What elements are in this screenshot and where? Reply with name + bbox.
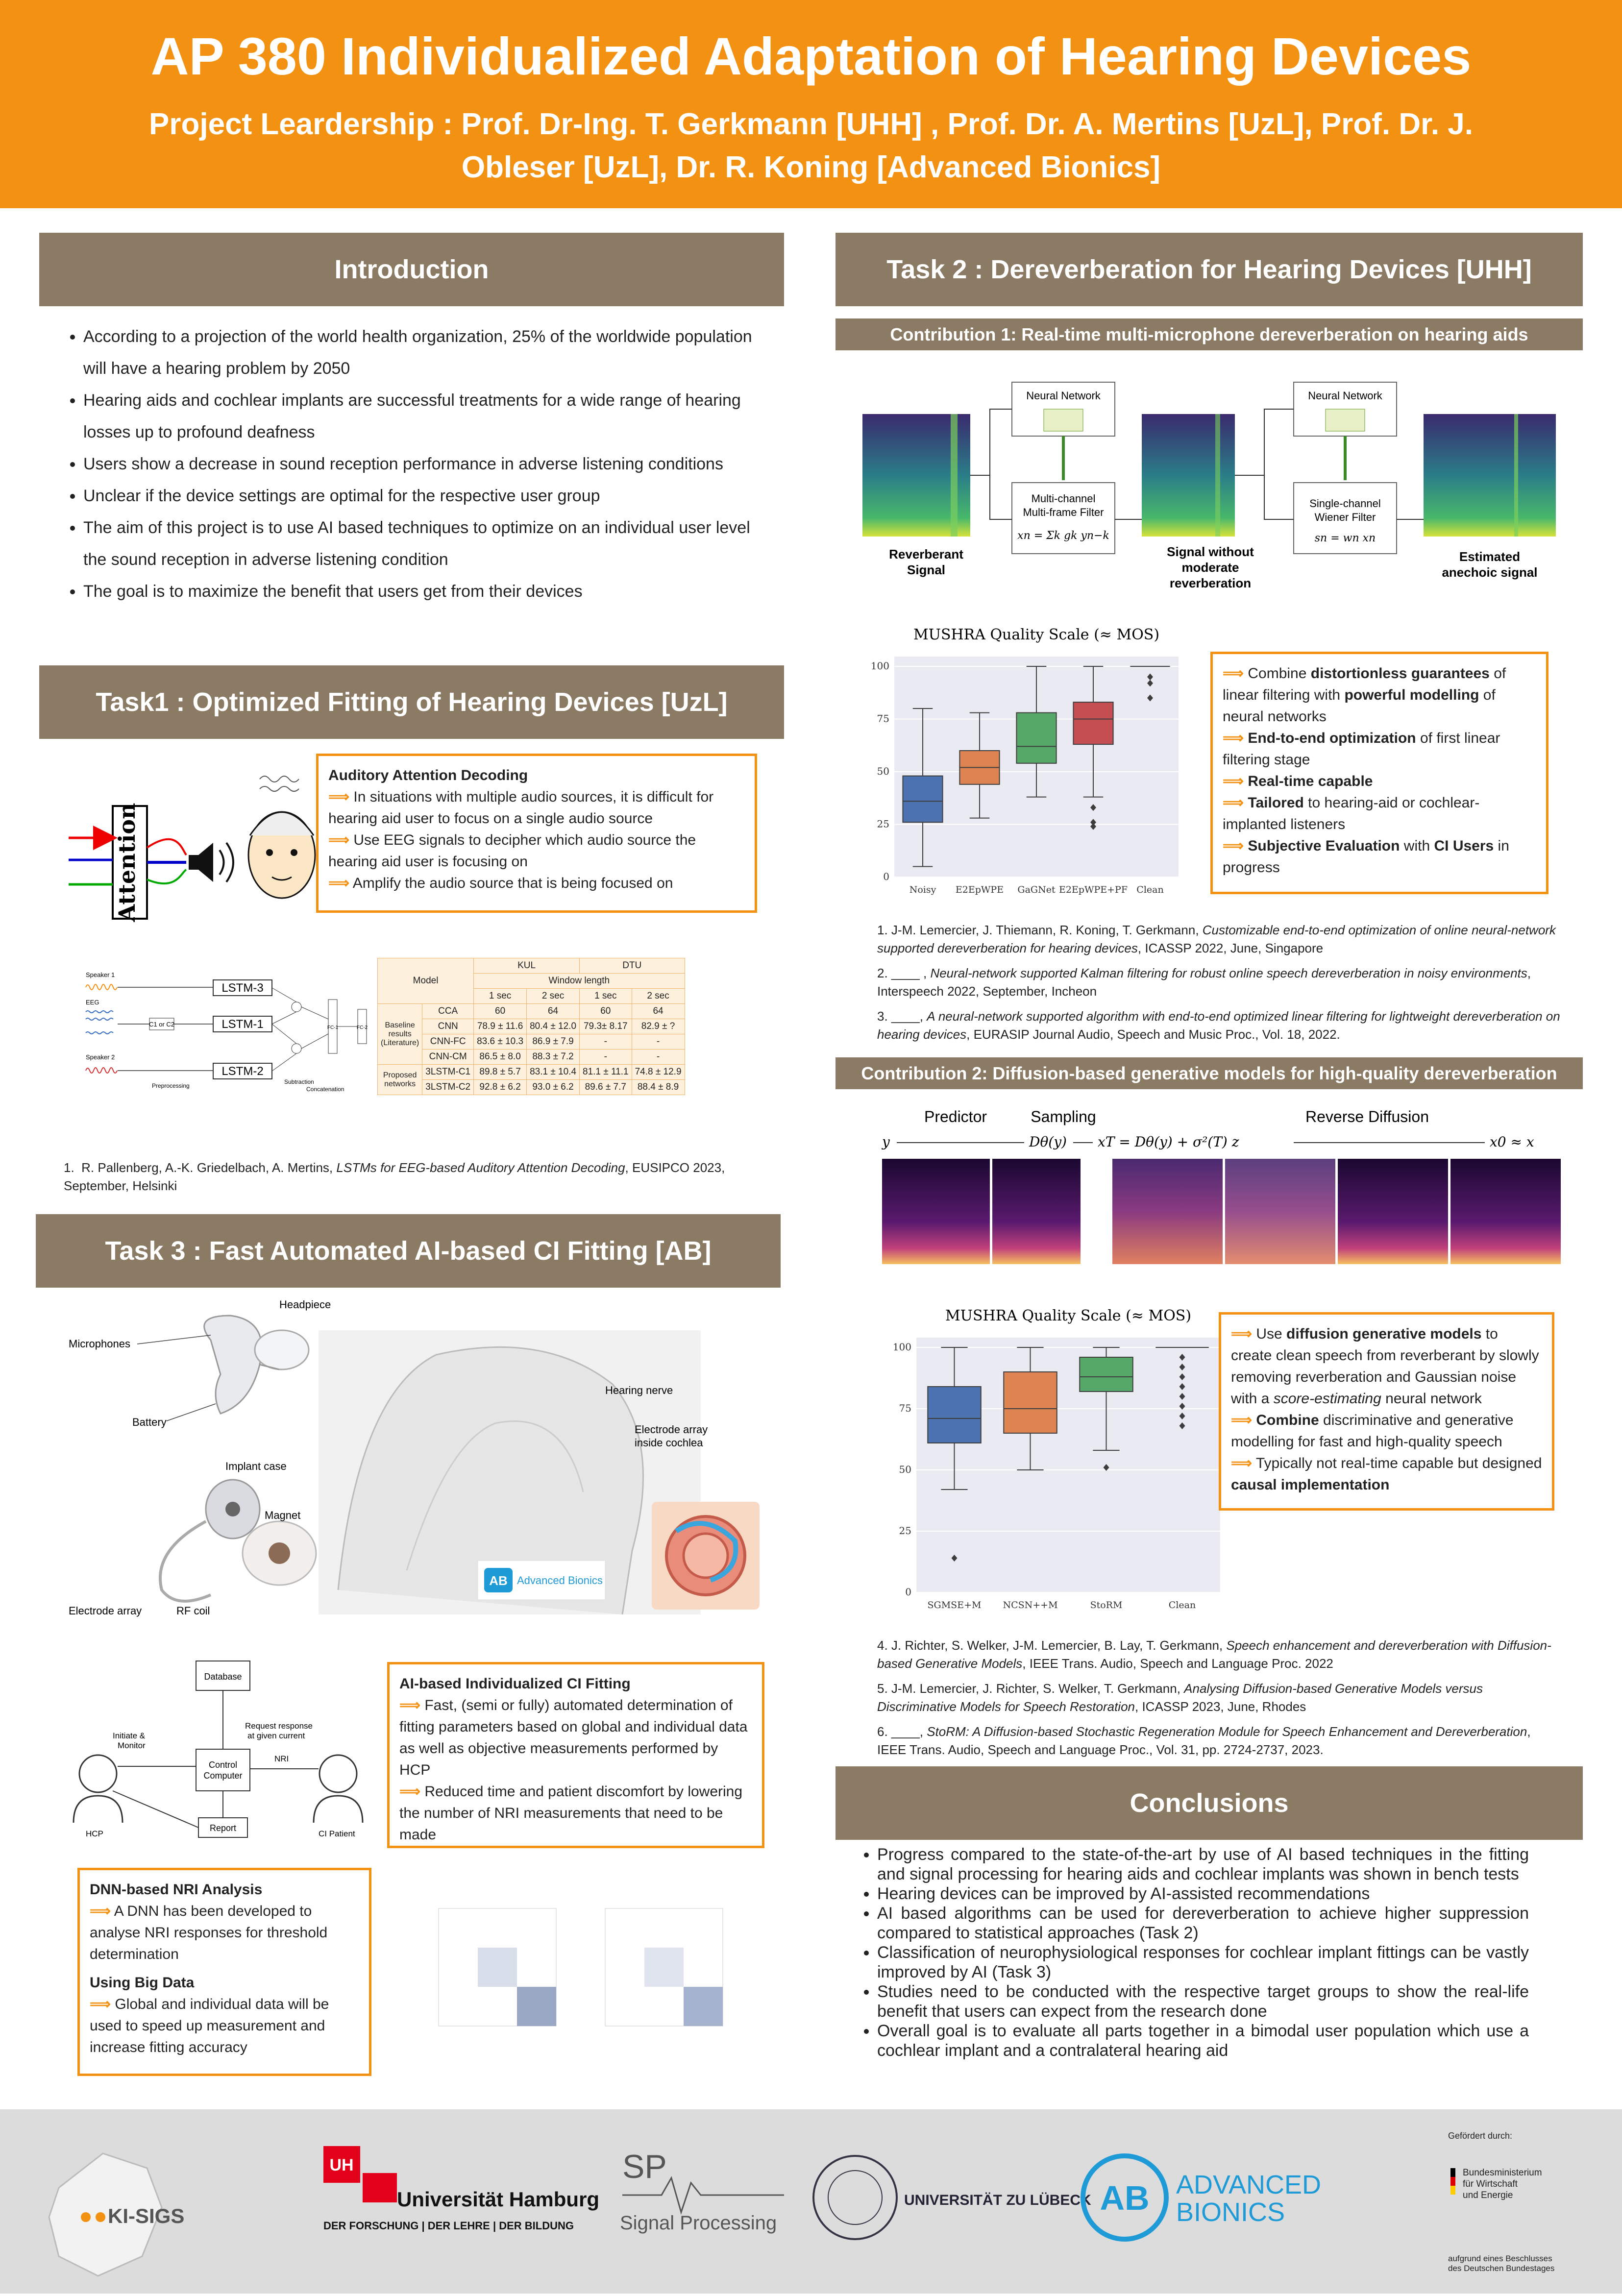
aad-box: Auditory Attention Decoding ⟹ In situations with multiple audio sources, it is difficult for hearing aid user to focus on a single audio source ⟹ Use EEG signals to decipher which audio source the hearing aid user is focusing on ⟹ Amplify the audio source that is being focused on xyxy=(316,754,757,913)
sp-logo xyxy=(620,2148,784,2234)
conclusions-list xyxy=(833,1845,1529,2060)
uhh-logo xyxy=(323,2146,599,2232)
xt-symbol: xT = Dθ(y) + σ²(T) z xyxy=(1098,1134,1239,1150)
ref-title: StoRM: A Diffusion-based Stochastic Regeneration Module for Speech Enhancement and Dereverberation xyxy=(927,1724,1527,1739)
box-2 xyxy=(1080,1357,1133,1392)
table-cell: 92.8 ± 6.2 xyxy=(474,1080,527,1095)
y-tick-label: 25 xyxy=(899,1525,911,1537)
intro-bullet-5: • The aim of this project is to use AI based techniques to optimize on an individual user level the sound reception in adverse listening condition xyxy=(83,512,764,576)
table-cell: 74.8 ± 12.9 xyxy=(632,1065,685,1080)
mcmf-label-1: Multi-channel xyxy=(1031,492,1096,505)
ref-venue: , Interspeech 2022, September, Incheon xyxy=(877,966,1531,999)
x-tick-label: Clean xyxy=(1168,1600,1196,1611)
mod-label-2: moderate xyxy=(1181,560,1239,575)
implant-case-label: Implant case xyxy=(225,1460,287,1472)
ref-authors: J. Richter, S. Welker, J-M. Lemercier, B. Lay, T. Gerkmann, xyxy=(891,1638,1227,1653)
ci-fitting-box: AI-based Individualized CI Fitting ⟹ Fast, (semi or fully) automated determination of fitting parameters based on global and individual data as well as objective measurements performed by HCP ⟹ Reduced time and patient discomfort by lowering the number of NRI measurements that need to be made xyxy=(387,1662,764,1848)
box-2 xyxy=(1016,713,1056,763)
aad-item-1: In situations with multiple audio sources, it is difficult for hearing aid user to focus on a single audio source xyxy=(328,789,714,827)
y-tick-label: 0 xyxy=(905,1586,911,1598)
electrode-inside-label-2: inside cochlea xyxy=(635,1437,703,1449)
table-cell: 60 xyxy=(580,1004,632,1019)
predictor-label: Predictor xyxy=(924,1108,987,1125)
ref-authors: ____, xyxy=(891,1724,927,1739)
rf-coil-label: RF coil xyxy=(176,1605,210,1617)
table-cell: 64 xyxy=(527,1004,580,1019)
project-leadership: Project Leardership : Prof. Dr-Ing. T. Gerkmann [UHH] , Prof. Dr. A. Mertins [UzL], Prof. Dr. J. Obleser [UzL], Dr. R. Koning [Advanced Bionics] xyxy=(149,107,1473,184)
aad-item-3: Amplify the audio source that is being focused on xyxy=(352,875,673,891)
table-model-name: CNN-FC xyxy=(422,1034,474,1050)
c1-item5-end: in progress xyxy=(1223,838,1509,876)
request-label-1: Request response xyxy=(245,1721,313,1731)
uzl-logo xyxy=(813,2156,1091,2239)
table-col-header: 2 sec xyxy=(527,989,580,1004)
bmwk-bottom-2: des Deutschen Bundestages xyxy=(1448,2264,1555,2273)
uhh-name: Universität Hamburg xyxy=(397,2188,600,2211)
eeg-label: EEG xyxy=(86,999,99,1006)
speaker2-label: Speaker 2 xyxy=(86,1053,115,1061)
contribution2-heading: Contribution 2: Diffusion-based generative models for high-quality dereverberation xyxy=(836,1057,1583,1089)
conclusion-bullet-1: • Progress compared to the state-of-the-art by use of AI based techniques in the fitting and signal processing for hearing aids and cochlear implants was shown in bench tests xyxy=(877,1845,1529,1884)
ref-title: Speech enhancement and dereverberation with Diffusion-based Generative Models xyxy=(877,1638,1551,1671)
nri-analysis-box: DNN-based NRI Analysis ⟹ A DNN has been developed to analyse NRI responses for threshold determination Using Big Data ⟹ Global and individual data will be used to speed up measurement and increase fitting accuracy xyxy=(77,1868,371,2076)
box-0 xyxy=(928,1387,981,1443)
est-label-2: anechoic signal xyxy=(1442,565,1538,580)
conclusion-bullet-4: • Classification of neurophysiological responses for cochlear implant fittings can be vastly improved by AI (Task 3) xyxy=(877,1943,1529,1982)
c1-item1-post: of linear filtering with xyxy=(1223,665,1506,703)
table-group-baseline: Baseline results (Literature) xyxy=(378,1004,422,1065)
diff-spec-5 xyxy=(1338,1159,1448,1264)
conclusion-bullet-2: • Hearing devices can be improved by AI-assisted recommendations xyxy=(877,1884,1529,1904)
hcp-label: HCP xyxy=(86,1829,103,1838)
ci-device-illustration xyxy=(64,1296,774,1629)
dereverb-pipeline xyxy=(858,377,1568,603)
speaker1-label: Speaker 1 xyxy=(86,971,115,978)
x0-symbol: x0 ≈ x xyxy=(1490,1134,1534,1150)
contrib2-box: ⟹ Use diffusion generative models to create clean speech from reverberant by slowly removing reverberation and Gaussian noise with a score-estimating neural network ⟹ Combine discriminative and generative modelling for fast and high-quality speech ⟹ Typically not real-time capable but designed causal implementation xyxy=(1219,1312,1554,1511)
nn1-icon xyxy=(1044,409,1083,431)
nri-item: A DNN has been developed to analyse NRI responses for threshold determination xyxy=(90,1903,328,1962)
patient-icon xyxy=(319,1755,357,1792)
table-row xyxy=(378,1080,685,1095)
c2-l1-end: neural network xyxy=(1381,1391,1482,1407)
x-tick-label: E2EpWPE xyxy=(955,884,1004,895)
table-cell: 86.9 ± 7.9 xyxy=(527,1034,580,1050)
bmwk-bottom-1: aufgrund eines Beschlusses xyxy=(1448,2254,1552,2263)
footer-logo-strip xyxy=(0,2109,1622,2294)
confusion-matrix-1 xyxy=(439,1908,556,2026)
table-cell: 79.3± 8.17 xyxy=(580,1019,632,1034)
plot-area xyxy=(916,1338,1220,1592)
control-label-2: Computer xyxy=(203,1771,243,1781)
ab-logo-text: Advanced Bionics xyxy=(517,1574,603,1587)
x-tick-label: NCSN++M xyxy=(1003,1600,1058,1611)
ref-authors: ____ , xyxy=(891,966,931,980)
reference-item xyxy=(877,1637,1563,1673)
ref-authors: J-M. Lemercier, J. Richter, S. Welker, T. Gerkmann, xyxy=(891,1681,1184,1696)
ref-number: 1. xyxy=(64,1160,74,1175)
ref-title: Customizable end-to-end optimization of online neural-network supported dereverberation for hearing devices xyxy=(877,923,1556,955)
reference-item xyxy=(877,1007,1563,1044)
mcmf-label-2: Multi-frame Filter xyxy=(1023,506,1104,518)
ref-number: 5. xyxy=(877,1681,888,1696)
table-cell: 88.3 ± 7.2 xyxy=(527,1050,580,1065)
electrode-array-icon xyxy=(160,1521,211,1601)
intro-bullet-6: • The goal is to maximize the benefit that users get from their devices xyxy=(83,576,764,608)
x-tick-label: GaGNet xyxy=(1017,884,1056,895)
table-cell: 80.4 ± 12.0 xyxy=(527,1019,580,1034)
box-3 xyxy=(1073,702,1113,744)
anechoic-spectrogram xyxy=(1424,414,1556,537)
mushra-chart-1 xyxy=(865,622,1183,906)
kisigs-text: KI-SIGS xyxy=(108,2204,185,2227)
table-cell: 86.5 ± 8.0 xyxy=(474,1050,527,1065)
concatenation-label: Concatenation xyxy=(306,1086,344,1093)
table-kul-header: KUL xyxy=(474,958,580,974)
nri-title: DNN-based NRI Analysis xyxy=(90,1881,263,1898)
table-model-name: 3LSTM-C2 xyxy=(422,1080,474,1095)
x-tick-label: SGMSE+M xyxy=(927,1600,982,1611)
rev-label-2: Signal xyxy=(907,562,946,577)
diff-spec-4 xyxy=(1225,1159,1335,1264)
attention-label: Attention xyxy=(114,803,140,922)
poster-header xyxy=(0,0,1622,208)
x-tick-label: Clean xyxy=(1136,884,1164,895)
table-row xyxy=(378,1004,685,1019)
table-row xyxy=(378,1050,685,1065)
ref-title: A neural-network supported algorithm with end-to-end optimized linear filtering for lightweight dereverberation on hearing devices xyxy=(877,1009,1560,1042)
ab-mark: AB xyxy=(1100,2179,1150,2217)
diff-spec-2 xyxy=(992,1159,1081,1264)
ref-authors: ____, xyxy=(891,1009,927,1024)
y-tick-label: 50 xyxy=(899,1464,911,1475)
x-tick-label: E2EpWPE+PF xyxy=(1058,884,1128,895)
lstm2-label: LSTM-2 xyxy=(221,1065,264,1078)
ref-venue: , ICASSP 2022, June, Singapore xyxy=(1137,941,1324,955)
sampling-label: Sampling xyxy=(1031,1108,1096,1125)
table-cell: 78.9 ± 11.6 xyxy=(474,1019,527,1034)
speaker-icon xyxy=(189,855,198,870)
mushra-chart-2 xyxy=(887,1303,1225,1622)
ref-venue: , IEEE Trans. Audio, Speech and Language Proc., Vol. 31, pp. 2724-2737, 2023. xyxy=(877,1724,1531,1757)
table-row xyxy=(378,1065,685,1080)
conclusion-bullet-5: • Studies need to be conducted with the respective target groups to show the real-life benefit that users can expect from the research done xyxy=(877,1982,1529,2021)
table-cell: 83.1 ± 10.4 xyxy=(527,1065,580,1080)
sp-mark: SP xyxy=(622,2148,667,2185)
c2-l3: Typically not real-time capable but designed xyxy=(1255,1455,1542,1471)
intro-bullet-3: • Users show a decrease in sound reception performance in adverse listening conditions xyxy=(83,448,764,480)
table-group-proposed: Proposed networks xyxy=(378,1065,422,1095)
ref-number: 6. xyxy=(877,1724,888,1739)
electrode-inside-label-1: Electrode array xyxy=(635,1423,708,1436)
est-label-1: Estimated xyxy=(1459,549,1521,564)
wiener-equation: sn = wn xn xyxy=(1314,532,1376,544)
request-label-2: at given current xyxy=(247,1731,305,1740)
patient-label: CI Patient xyxy=(319,1829,355,1838)
conclusion-bullet-6: • Overall goal is to evaluate all parts together in a bimodal user population which use a cochlear implant and a contralateral hearing aid xyxy=(877,2021,1529,2060)
c1-item1-pre: Combine xyxy=(1248,665,1311,682)
c2-l3-bold: causal implementation xyxy=(1231,1477,1390,1493)
table-model-name: CNN-CM xyxy=(422,1050,474,1065)
table-cell: 82.9 ± ? xyxy=(632,1019,685,1034)
c1-item5-bold2: CI Users xyxy=(1434,838,1494,854)
ref-venue: , IEEE Trans. Audio, Speech and Language Proc. 2022 xyxy=(1022,1656,1333,1671)
d-symbol: Dθ(y) xyxy=(1029,1134,1067,1150)
c1-item2-post: of first linear filtering stage xyxy=(1223,730,1500,768)
nn2-icon xyxy=(1326,409,1365,431)
x-tick-label: Noisy xyxy=(909,884,936,895)
headpiece-icon xyxy=(255,1330,309,1369)
table-model-header: Model xyxy=(378,958,474,1004)
y-symbol: y xyxy=(882,1134,890,1150)
y-tick-label: 25 xyxy=(877,818,889,830)
c1c2-label: C1 or C2 xyxy=(148,1021,175,1028)
table-col-header: 1 sec xyxy=(474,989,527,1004)
table-cell: - xyxy=(580,1034,632,1050)
lstm-diagram xyxy=(83,970,387,1098)
ci-fitting-item-2: Reduced time and patient discomfort by lowering the number of NRI measurements that need to be made xyxy=(399,1783,743,1843)
mod-label-1: Signal without xyxy=(1167,544,1254,559)
c2-l2-bold: Combine xyxy=(1256,1412,1319,1428)
confusion-matrix-2 xyxy=(605,1908,723,2026)
table-cell: 88.4 ± 8.9 xyxy=(632,1080,685,1095)
c2-l1-pre: Use xyxy=(1256,1326,1287,1342)
nri-label: NRI xyxy=(274,1754,289,1763)
task1-heading: Task1 : Optimized Fitting of Hearing Devices [UzL] xyxy=(39,665,784,739)
bmwk-funded: Gefördert durch: xyxy=(1448,2131,1513,2141)
ref-title: Neural-network supported Kalman filtering for robust online speech dereverberation in noisy environments xyxy=(930,966,1527,980)
mcmf-equation: xn = Σk gk yn−k xyxy=(1017,530,1109,542)
bmwk-line-1: Bundesministerium xyxy=(1463,2168,1542,2178)
intro-list xyxy=(39,321,764,608)
headpiece-label: Headpiece xyxy=(279,1298,331,1311)
attention-illustration xyxy=(64,750,319,926)
wiener-label-1: Single-channel xyxy=(1309,497,1381,510)
battery-label: Battery xyxy=(132,1416,167,1428)
diff-spec-1 xyxy=(882,1159,990,1264)
ref-authors: R. Pallenberg, A.-K. Griedelbach, A. Mertins, xyxy=(81,1160,337,1175)
initiate-label-1: Initiate & xyxy=(113,1731,146,1740)
footer-logos xyxy=(0,2109,1622,2294)
c2-l1-bold: diffusion generative models xyxy=(1286,1326,1482,1342)
conclusions-heading: Conclusions xyxy=(836,1766,1583,1840)
table-cell: - xyxy=(580,1050,632,1065)
c1-item5-bold: Subjective Evaluation xyxy=(1248,838,1400,854)
contrib1-references xyxy=(877,921,1563,1050)
ab-logo-mark: AB xyxy=(489,1573,508,1588)
reference-item xyxy=(877,921,1563,957)
aad-results-table xyxy=(377,958,685,1095)
ref-number: 1. xyxy=(877,923,888,937)
processor-icon xyxy=(204,1316,262,1414)
chart-title: MUSHRA Quality Scale (≈ MOS) xyxy=(913,626,1160,643)
table-cell: 81.1 ± 11.1 xyxy=(580,1065,632,1080)
hearing-nerve-label: Hearing nerve xyxy=(605,1384,673,1396)
ref-number: 2. xyxy=(877,966,888,980)
subtraction-label: Subtraction xyxy=(284,1078,314,1085)
advanced-bionics-logo xyxy=(1083,2156,1321,2239)
ci-fitting-title: AI-based Individualized CI Fitting xyxy=(399,1676,631,1692)
fc2-label: FC-2 xyxy=(356,1025,368,1030)
c1-item4-post: to hearing-aid or cochlear-implanted listeners xyxy=(1223,795,1480,832)
y-tick-label: 75 xyxy=(877,712,889,725)
y-tick-label: 100 xyxy=(892,1341,911,1353)
c1-item5-post: with xyxy=(1400,838,1434,854)
ci-fitting-item-1: Fast, (semi or fully) automated determination of fitting parameters based on global and individual data as well as objective measurements performed by HCP xyxy=(399,1697,748,1778)
preprocessing-label: Preprocessing xyxy=(152,1082,190,1089)
ref-authors: J-M. Lemercier, J. Thiemann, R. Koning, T. Gerkmann, xyxy=(891,923,1203,937)
c1-item1-end: of neural networks xyxy=(1223,687,1496,725)
contrib2-references xyxy=(877,1637,1563,1766)
table-row xyxy=(378,1034,685,1050)
table-cell: 89.6 ± 7.7 xyxy=(580,1080,632,1095)
moderate-spectrogram xyxy=(1142,414,1235,537)
wiener-label-2: Wiener Filter xyxy=(1314,511,1376,523)
mod-label-3: reverberation xyxy=(1169,576,1252,590)
y-tick-label: 75 xyxy=(899,1402,911,1414)
table-cell: - xyxy=(632,1050,685,1065)
ab-text-1: ADVANCED xyxy=(1176,2170,1322,2199)
y-tick-label: 0 xyxy=(883,871,889,882)
diff-spec-3 xyxy=(1112,1159,1223,1264)
table-cell: 60 xyxy=(474,1004,527,1019)
reference-item xyxy=(877,964,1563,1001)
ref-title: Analysing Diffusion-based Generative Models versus Discriminative Models for Speech Restoration xyxy=(877,1681,1483,1714)
task1-reference xyxy=(64,1159,764,1195)
diff-spec-6 xyxy=(1450,1159,1561,1264)
box-1 xyxy=(1004,1372,1057,1433)
hcp-icon xyxy=(79,1755,117,1792)
c2-l1-post: to create clean speech from reverberant by slowly removing reverberation and Gaussian noise with a xyxy=(1231,1326,1539,1407)
contribution1-heading: Contribution 1: Real-time multi-microphone dereverberation on hearing aids xyxy=(836,318,1583,350)
database-label: Database xyxy=(204,1672,242,1682)
intro-bullet-1: • According to a projection of the world health organization, 25% of the worldwide population will have a hearing problem by 2050 xyxy=(83,321,764,385)
box-0 xyxy=(903,776,942,823)
task3-heading: Task 3 : Fast Automated AI-based CI Fitting [AB] xyxy=(36,1214,781,1288)
nn2-label: Neural Network xyxy=(1308,390,1382,402)
confusion-matrices xyxy=(409,1899,762,2055)
y-tick-label: 100 xyxy=(870,660,889,672)
intro-bullet-2: • Hearing aids and cochlear implants are successful treatments for a wide range of hearing losses up to profound deafness xyxy=(83,385,764,448)
table-dtu-header: DTU xyxy=(580,958,685,974)
c1-item3-bold: Real-time capable xyxy=(1248,773,1373,789)
initiate-label-2: Monitor xyxy=(118,1741,146,1750)
reference-item xyxy=(877,1680,1563,1716)
microphones-label: Microphones xyxy=(69,1338,130,1350)
reference-item xyxy=(877,1723,1563,1759)
uhh-mark: UH xyxy=(329,2156,354,2174)
rev-label-1: Reverberant xyxy=(889,547,963,562)
magnet-label: Magnet xyxy=(265,1509,301,1521)
table-cell: 83.6 ± 10.3 xyxy=(474,1034,527,1050)
ref-venue: , EURASIP Journal Audio, Speech and Music Proc., Vol. 18, 2022. xyxy=(966,1027,1340,1042)
c1-item2-bold: End-to-end optimization xyxy=(1248,730,1416,746)
kisigs-logo xyxy=(49,2153,184,2276)
lstm3-label: LSTM-3 xyxy=(221,981,264,995)
ab-text-2: BIONICS xyxy=(1176,2198,1285,2227)
ref-title: LSTMs for EEG-based Auditory Attention Decoding xyxy=(336,1160,625,1175)
chart-title: MUSHRA Quality Scale (≈ MOS) xyxy=(945,1307,1192,1324)
bigdata-item: Global and individual data will be used to speed up measurement and increase fitting accuracy xyxy=(90,1996,329,2055)
control-label-1: Control xyxy=(208,1760,238,1770)
ref-number: 4. xyxy=(877,1638,888,1653)
intro-bullet-4: • Unclear if the device settings are optimal for the respective user group xyxy=(83,480,764,512)
fc1-label: FC-1 xyxy=(327,1025,339,1030)
nri-flow-diagram xyxy=(64,1656,377,1852)
lstm1-label: LSTM-1 xyxy=(221,1018,264,1031)
contrib1-box: ⟹ Combine distortionless guarantees of linear filtering with powerful modelling of neural networks ⟹ End-to-end optimization of first linear filtering stage ⟹ Real-time capable ⟹ Tailored to hearing-aid or cochlear-implanted listeners ⟹ Subjective Evaluation with CI Users in progress xyxy=(1210,652,1548,894)
task2-heading: Task 2 : Dereverberation for Hearing Devices [UHH] xyxy=(836,233,1583,306)
nn1-label: Neural Network xyxy=(1026,390,1101,402)
table-col-header: 2 sec xyxy=(632,989,685,1004)
diffusion-diagram xyxy=(877,1102,1573,1279)
bmwk-line-2: für Wirtschaft xyxy=(1463,2179,1518,2189)
c1-item1-bold2: powerful modelling xyxy=(1344,687,1479,703)
c2-l1-italic: score-estimating xyxy=(1273,1391,1381,1407)
table-window-header: Window length xyxy=(474,974,685,989)
poster-title: AP 380 Individualized Adaptation of Hearing Devices xyxy=(150,26,1472,86)
table-model-name: CCA xyxy=(422,1004,474,1019)
table-model-name: 3LSTM-C1 xyxy=(422,1065,474,1080)
table-col-header: 1 sec xyxy=(580,989,632,1004)
bmwk-line-3: und Energie xyxy=(1463,2190,1513,2200)
ref-number: 3. xyxy=(877,1009,888,1024)
x-tick-label: StoRM xyxy=(1090,1600,1123,1611)
c1-item1-bold: distortionless guarantees xyxy=(1310,665,1490,682)
bmwk-logo xyxy=(1448,2131,1554,2273)
table-cell: 64 xyxy=(632,1004,685,1019)
table-row xyxy=(378,1019,685,1034)
ref-venue: , EUSIPCO 2023, September, Helsinki xyxy=(64,1160,725,1193)
sp-name: Signal Processing xyxy=(620,2212,777,2234)
intro-heading: Introduction xyxy=(39,233,784,306)
report-label: Report xyxy=(209,1823,237,1833)
aad-item-2: Use EEG signals to decipher which audio source the hearing aid user is focusing on xyxy=(328,832,696,870)
reverse-label: Reverse Diffusion xyxy=(1305,1108,1429,1125)
y-tick-label: 50 xyxy=(877,765,889,777)
table-cell: 89.8 ± 5.7 xyxy=(474,1065,527,1080)
bigdata-title: Using Big Data xyxy=(90,1975,195,1991)
aad-title: Auditory Attention Decoding xyxy=(328,767,528,783)
uhh-tagline: DER FORSCHUNG | DER LEHRE | DER BILDUNG xyxy=(323,2220,574,2232)
c2-l2-post: discriminative and generative modelling for fast and high-quality speech xyxy=(1231,1412,1514,1450)
table-model-name: CNN xyxy=(422,1019,474,1034)
ref-venue: , ICASSP 2023, June, Rhodes xyxy=(1135,1699,1306,1714)
electrode-array-label: Electrode array xyxy=(69,1605,142,1617)
table-cell: 93.0 ± 6.2 xyxy=(527,1080,580,1095)
table-cell: - xyxy=(632,1034,685,1050)
uzl-text: UNIVERSITÄT ZU LÜBECK xyxy=(904,2192,1091,2208)
c1-item4-bold: Tailored xyxy=(1248,795,1304,811)
conclusion-bullet-3: • AI based algorithms can be used for dereverberation to achieve higher suppression compared to statistical approaches (Task 2) xyxy=(877,1904,1529,1943)
